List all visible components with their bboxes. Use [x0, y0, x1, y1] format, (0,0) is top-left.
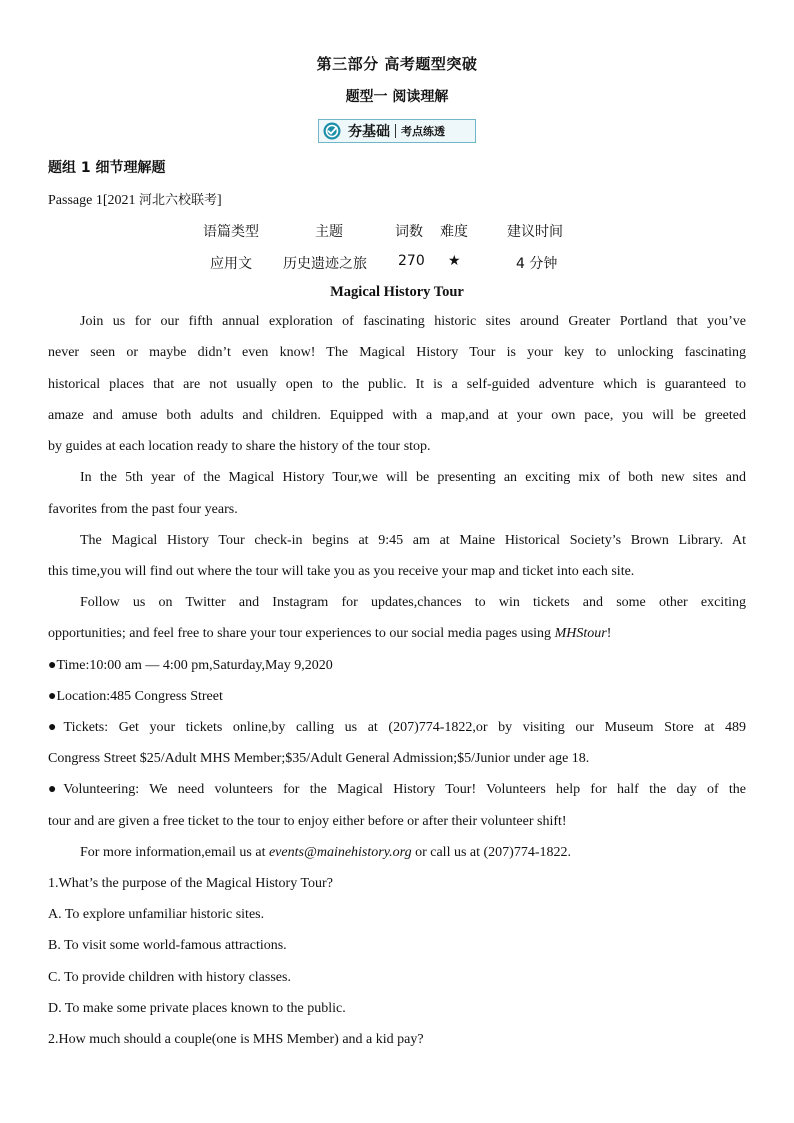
meta-header-difficulty: 难度 [440, 224, 468, 240]
contact-line [48, 845, 746, 861]
question-1-option-b[interactable]: B. To visit some world-famous attractions. [48, 938, 287, 953]
hashtag-end: ! [606, 626, 612, 641]
badge-divider [395, 124, 396, 138]
info-volunteering: ●Volunteering: We need volunteers for the Magical History Tour! Volunteers help for half the day of the [48, 782, 746, 797]
question-1-option-c[interactable]: C. To provide children with history classes. [48, 970, 291, 985]
meta-value-difficulty: ★ [448, 253, 461, 269]
article-line: by guides at each location ready to share the history of the tour stop. [48, 439, 431, 454]
target-check-icon [320, 120, 344, 142]
article-line: favorites from the past four years. [48, 502, 238, 517]
info-location: ●Location:485 Congress Street [48, 689, 223, 704]
contact-email: events@mainehistory.org [268, 845, 412, 860]
passage-source: 河北六校联考 [139, 193, 218, 208]
part-title: 第三部分 高考题型突破 [316, 55, 478, 73]
article-line: historical places that are not usually open to the public. It is a self-guided adventure which is guaranteed to [48, 377, 746, 392]
article-line: In the 5th year of the Magical History Tour,we will be presenting an exciting mix of both new sites and [80, 470, 746, 485]
meta-value-time: 4 分钟 [516, 256, 558, 272]
contact-text: For more information,email us at [80, 845, 269, 860]
section-title: 题型一 阅读理解 [345, 89, 449, 105]
article-line: The Magical History Tour check-in begins at 9:45 am at Maine Historical Society’s Brown Library. At [80, 533, 746, 548]
article-line-hashtag [48, 626, 746, 642]
badge-main-label: 夯基础 [348, 124, 390, 140]
meta-header-time: 建议时间 [507, 224, 563, 240]
hashtag: MHStour [554, 626, 607, 641]
article-line-text: opportunities; and feel free to share your tour experiences to our social media pages using [48, 626, 555, 641]
question-1-option-d[interactable]: D. To make some private places known to the public. [48, 1001, 346, 1016]
info-time: ●Time:10:00 am — 4:00 pm,Saturday,May 9,2020 [48, 658, 333, 673]
passage-close: ] [217, 193, 222, 208]
question-1-stem: 1.What’s the purpose of the Magical History Tour? [48, 876, 333, 891]
info-tickets-prices: Congress Street $25/Adult MHS Member;$35/Adult General Admission;$5/Junior under age 18. [48, 751, 590, 766]
info-tickets: ●Tickets: Get your tickets online,by calling us at (207)774-1822,or by visiting our Museum Store at 489 [48, 720, 746, 735]
group-title: 题组 1 细节理解题 [48, 160, 166, 176]
info-volunteering-cont: tour and are given a free ticket to the tour to enjoy either before or after their volunteer shift! [48, 814, 567, 829]
meta-value-genre: 应用文 [210, 256, 252, 272]
passage-label [48, 189, 222, 209]
article-line: Join us for our fifth annual exploration of fascinating historic sites around Greater Portland that you’ve [80, 314, 746, 329]
article-title: Magical History Tour [330, 284, 464, 300]
meta-header-theme: 主题 [315, 224, 343, 240]
badge-sub-label: 考点练透 [401, 125, 445, 138]
passage-number: Passage 1[2021 [48, 193, 139, 208]
question-1-option-a[interactable]: A. To explore unfamiliar historic sites. [48, 907, 265, 922]
article-line: this time,you will find out where the tour will take you as you receive your map and ticket into each site. [48, 564, 635, 579]
contact-phone: or call us at (207)774-1822. [411, 845, 572, 860]
article-line: amaze and amuse both adults and children. Equipped with a map,and at your own pace, you will be greeted [48, 408, 746, 423]
meta-header-words: 词数 [395, 224, 423, 240]
section-badge [318, 119, 476, 143]
meta-value-words: 270 [398, 253, 425, 269]
meta-header-genre: 语篇类型 [203, 224, 259, 240]
article-line: never seen or maybe didn’t even know! The Magical History Tour is your key to unlocking fascinating [48, 345, 746, 360]
meta-value-theme: 历史遗迹之旅 [283, 256, 367, 272]
article-line: Follow us on Twitter and Instagram for updates,chances to win tickets and some other exciting [80, 595, 746, 610]
question-2-stem: 2.How much should a couple(one is MHS Member) and a kid pay? [48, 1032, 424, 1047]
